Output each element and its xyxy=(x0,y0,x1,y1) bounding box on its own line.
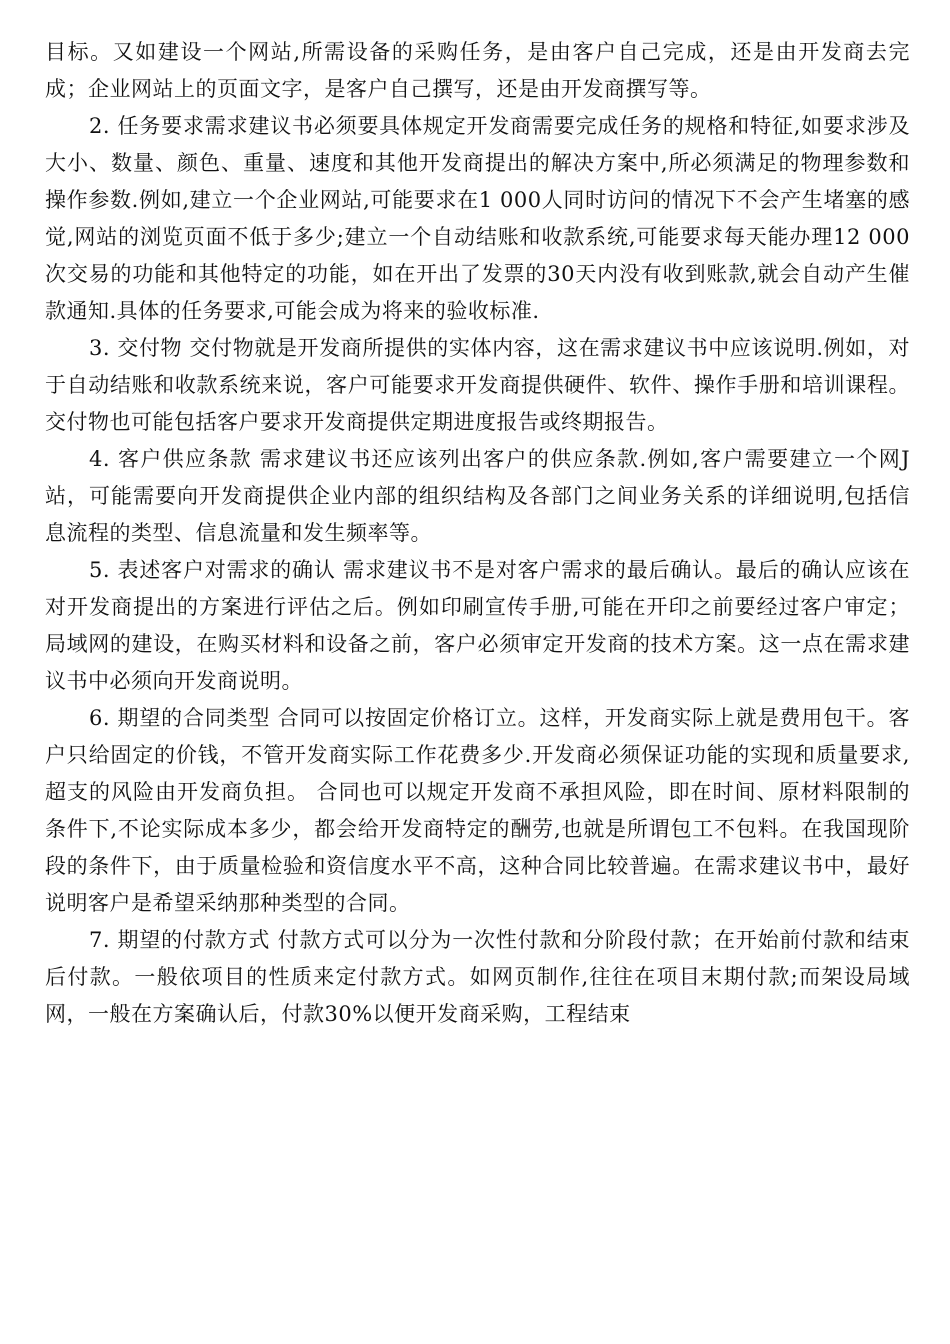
paragraph-task-requirements: 2. 任务要求需求建议书必须要具体规定开发商需要完成任务的规格和特征,如要求涉及大小、数量、颜色、重量、速度和其他开发商提出的解决方案中,所必须满足的物理参数和操作参数.例如,建立一个企业网站,可能要求在1 000人同时访问的情况下不会产生堵塞的感觉,网站的浏览页面不低于多少;建立一个自动结账和收款系统,可能要求每天能办理12 000次交易的功能和其他特定的功能，如在开出了发票的30天内没有收到账款,就会自动产生催款通知.具体的任务要求,可能会成为将来的验收标准. xyxy=(45,114,910,323)
paragraph-payment-method: 7. 期望的付款方式 付款方式可以分为一次性付款和分阶段付款；在开始前付款和结束后付款。一般依项目的性质来定付款方式。如网页制作,往往在项目末期付款;而架设局域网，一般在方案确认后，付款30%以便开发商采购，工程结束 xyxy=(45,928,910,1026)
paragraph-deliverables: 3. 交付物 交付物就是开发商所提供的实体内容，这在需求建议书中应该说明.例如，对于自动结账和收款系统来说，客户可能要求开发商提供硬件、软件、操作手册和培训课程。交付物也可能包括客户要求开发商提供定期进度报告或终期报告。 xyxy=(45,336,910,434)
paragraph-contract-type: 6. 期望的合同类型 合同可以按固定价格订立。这样，开发商实际上就是费用包干。客户只给固定的价钱，不管开发商实际工作花费多少.开发商必须保证功能的实现和质量要求,超支的风险由开发商负担。 合同也可以规定开发商不承担风险，即在时间、原材料限制的条件下,不论实际成本多少，都会给开发商特定的酬劳,也就是所谓包工不包料。在我国现阶段的条件下，由于质量检验和资信度水平不高，这种合同比较普遍。在需求建议书中，最好说明客户是希望采纳那种类型的合同。 xyxy=(45,706,910,915)
paragraph-continuation: 目标。又如建设一个网站,所需设备的采购任务，是由客户自己完成，还是由开发商去完成；企业网站上的页面文字，是客户自己撰写，还是由开发商撰写等。 xyxy=(45,40,910,101)
paragraph-requirement-confirmation: 5. 表述客户对需求的确认 需求建议书不是对客户需求的最后确认。最后的确认应该在对开发商提出的方案进行评估之后。例如印刷宣传手册,可能在开印之前要经过客户审定；局域网的建设，在购买材料和设备之前，客户必须审定开发商的技术方案。这一点在需求建议书中必须向开发商说明。 xyxy=(45,558,910,693)
paragraph-customer-supply-terms: 4. 客户供应条款 需求建议书还应该列出客户的供应条款.例如,客户需要建立一个网J站，可能需要向开发商提供企业内部的组织结构及各部门之间业务关系的详细说明,包括信息流程的类型、信息流量和发生频率等。 xyxy=(45,447,910,545)
